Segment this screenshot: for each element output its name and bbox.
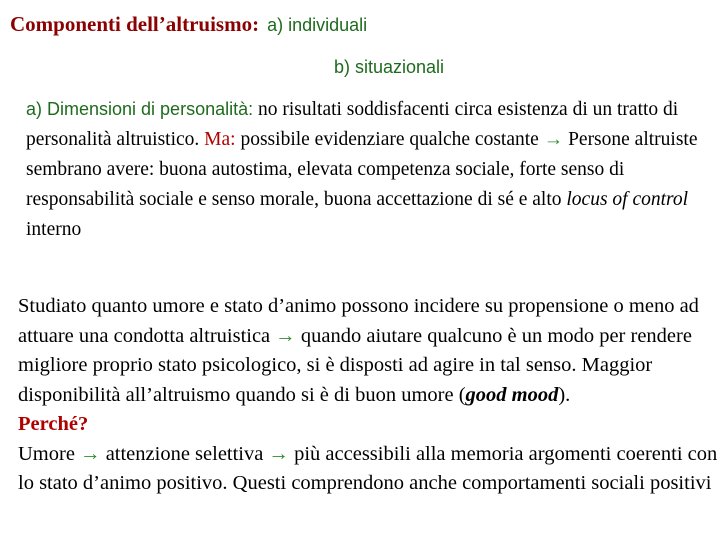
personality-text-2: possibile evidenziare qualche costante	[235, 129, 544, 150]
personality-text-3: Persone altruiste sembrano avere: buona autostima, elevata competenza sociale, forte senso di responsabilità sociale e senso morale, buona accettazione di sé e alto	[26, 129, 698, 210]
component-b-label: b) situazionali	[334, 57, 445, 77]
arrow-right-icon: →	[80, 442, 101, 465]
mood-paragraph	[18, 292, 718, 499]
perche-question: Perché?	[18, 413, 89, 435]
locus-of-control-term: locus of control	[566, 189, 689, 210]
mood-text-2: quando aiutare qualcuno è un modo per rendere migliore proprio stato psicologico, si è disposti ad agire in tal senso. Maggior disponibilità all’altruismo quando si è di buon umore (	[18, 324, 692, 406]
good-mood-term: good mood	[465, 383, 559, 406]
attenzione-text: attenzione selettiva	[100, 442, 269, 465]
mood-text-3: ).	[558, 383, 571, 406]
header-row	[10, 10, 367, 39]
personality-text-1: no risultati soddisfacenti circa esistenza di un tratto di personalità altruistico.	[26, 99, 679, 150]
page-title: Componenti dell’altruismo:	[10, 12, 260, 36]
personality-heading: a) Dimensioni di personalità:	[26, 99, 254, 119]
component-a-label: a) individuali	[267, 15, 368, 35]
personality-paragraph	[26, 94, 706, 245]
arrow-right-icon: →	[268, 442, 289, 465]
mood-text-1: Studiato quanto umore e stato d’animo possono incidere su propensione o meno ad attuare una condotta altruistica	[18, 295, 699, 347]
umore-label: Umore	[18, 442, 81, 465]
mood-text-4: più accessibili alla memoria argomenti coerenti con lo stato d’animo positivo. Questi comprendono anche comportamenti sociali positivi	[18, 442, 718, 494]
ma-label: Ma:	[204, 129, 236, 150]
personality-text-4: interno	[26, 219, 82, 240]
arrow-right-icon: →	[543, 129, 564, 150]
arrow-right-icon: →	[275, 324, 296, 347]
